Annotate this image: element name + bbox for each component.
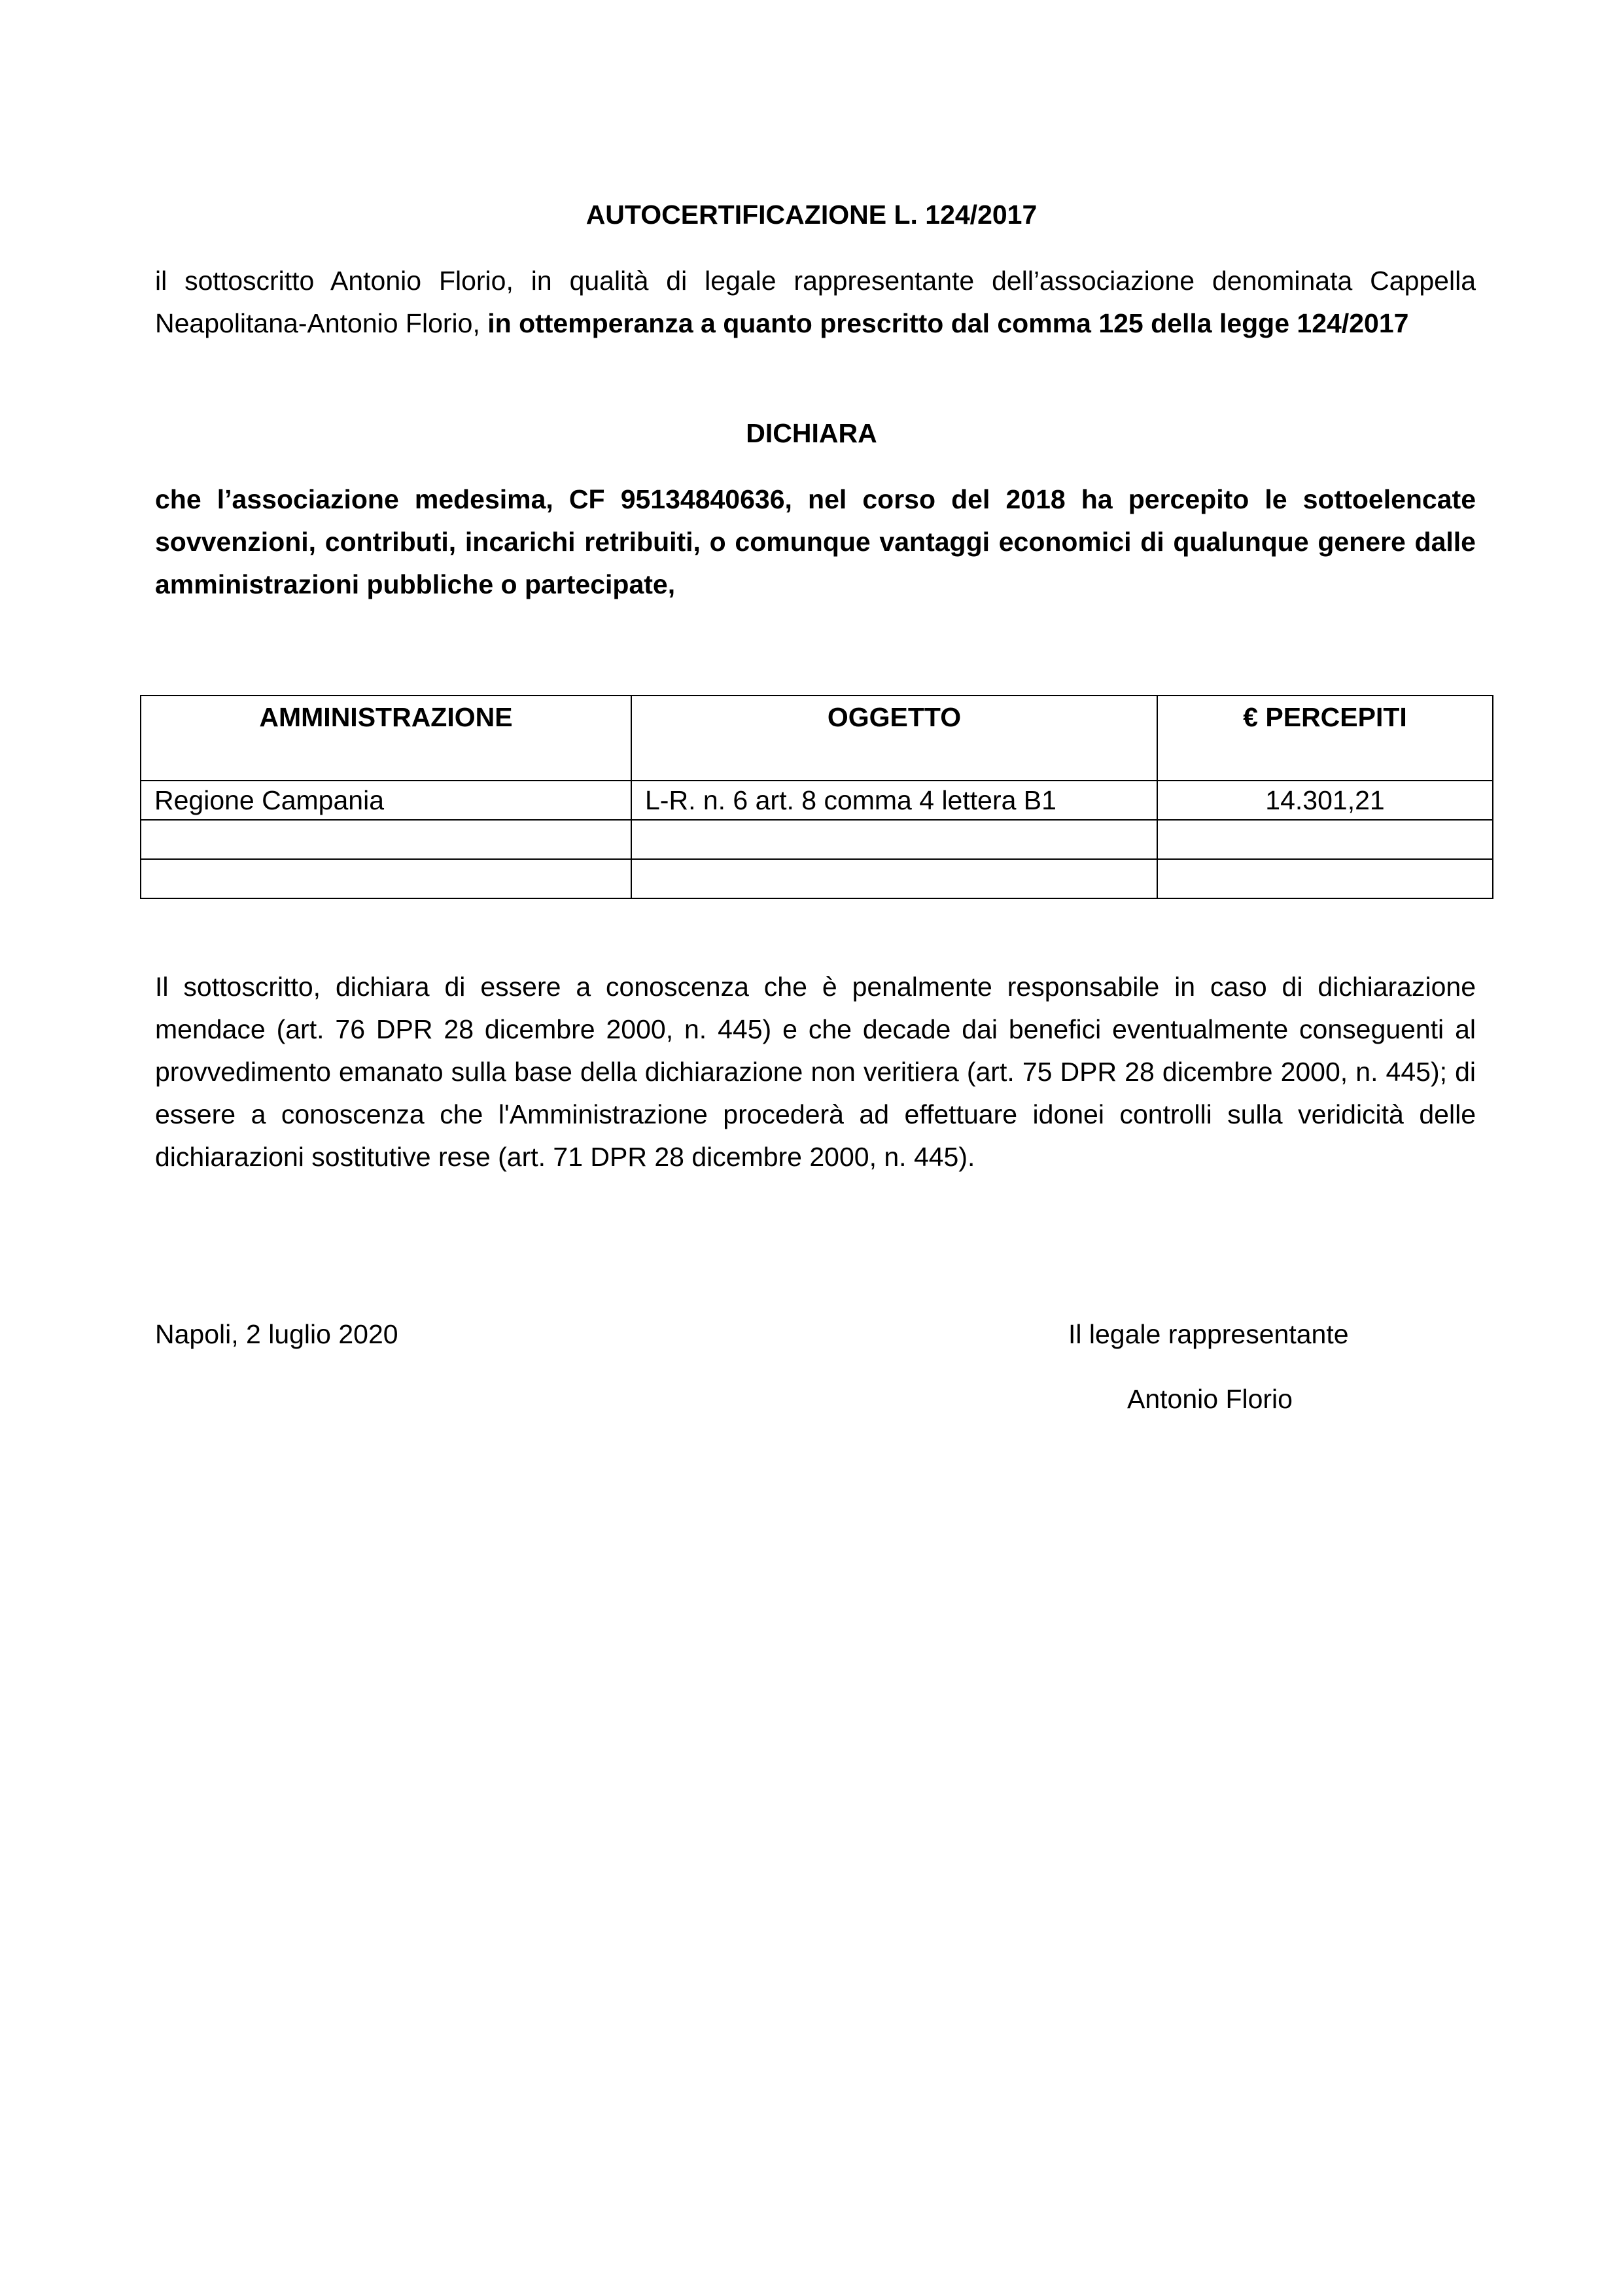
cell-oggetto: L-R. n. 6 art. 8 comma 4 lettera B1 bbox=[631, 781, 1157, 820]
cell-oggetto bbox=[631, 859, 1157, 898]
place-date: Napoli, 2 luglio 2020 bbox=[155, 1319, 398, 1349]
cell-amministrazione bbox=[141, 859, 631, 898]
cell-oggetto bbox=[631, 820, 1157, 859]
cell-amministrazione bbox=[141, 820, 631, 859]
intro-paragraph bbox=[155, 260, 1476, 345]
cell-amministrazione: Regione Campania bbox=[141, 781, 631, 820]
header-oggetto: OGGETTO bbox=[631, 696, 1157, 781]
intro-text: il sottoscritto Antonio Florio, in qualità di legale rappresentante dell’associazione denominata Cappella Neapolitana-Antonio Florio, bbox=[155, 266, 1476, 338]
declaration-text: che l’associazione medesima, CF 95134840636, nel corso del 2018 ha percepito le sottoelencate sovvenzioni, contributi, incarichi retribuiti, o comunque vantaggi economici di qualunque genere dalle amministrazioni pubbliche o partecipate, bbox=[155, 484, 1476, 599]
contributions-table bbox=[140, 695, 1493, 899]
table-row bbox=[141, 859, 1493, 898]
document-title: AUTOCERTIFICAZIONE L. 124/2017 bbox=[585, 200, 1038, 230]
cell-percepiti bbox=[1157, 859, 1493, 898]
table-row bbox=[141, 781, 1493, 820]
signature-role: Il legale rappresentante bbox=[1068, 1319, 1349, 1349]
closing-paragraph: Il sottoscritto, dichiara di essere a conoscenza che è penalmente responsabile in caso di dichiarazione mendace (art. 76 DPR 28 dicembre 2000, n. 445) e che decade dai benefici eventualmente conseguenti al provvedimento emanato sulla base della dichiarazione non veritiera (art. 75 DPR 28 dicembre 2000, n. 445); di essere a conoscenza che l'Amministrazione procederà ad effettuare idonei controlli sulla veridicità delle dichiarazioni sostitutive rese (art. 71 DPR 28 dicembre 2000, n. 445). bbox=[155, 972, 1476, 1172]
section-title: DICHIARA bbox=[746, 418, 877, 448]
cell-percepiti bbox=[1157, 820, 1493, 859]
cell-percepiti: 14.301,21 bbox=[1157, 781, 1493, 820]
table-row bbox=[141, 820, 1493, 859]
header-amministrazione: AMMINISTRAZIONE bbox=[141, 696, 631, 781]
intro-bold-text: in ottemperanza a quanto prescritto dal comma 125 della legge 124/2017 bbox=[487, 308, 1409, 338]
table-header-row bbox=[141, 696, 1493, 781]
signatory-name: Antonio Florio bbox=[1127, 1384, 1293, 1414]
header-percepiti: € PERCEPITI bbox=[1157, 696, 1493, 781]
